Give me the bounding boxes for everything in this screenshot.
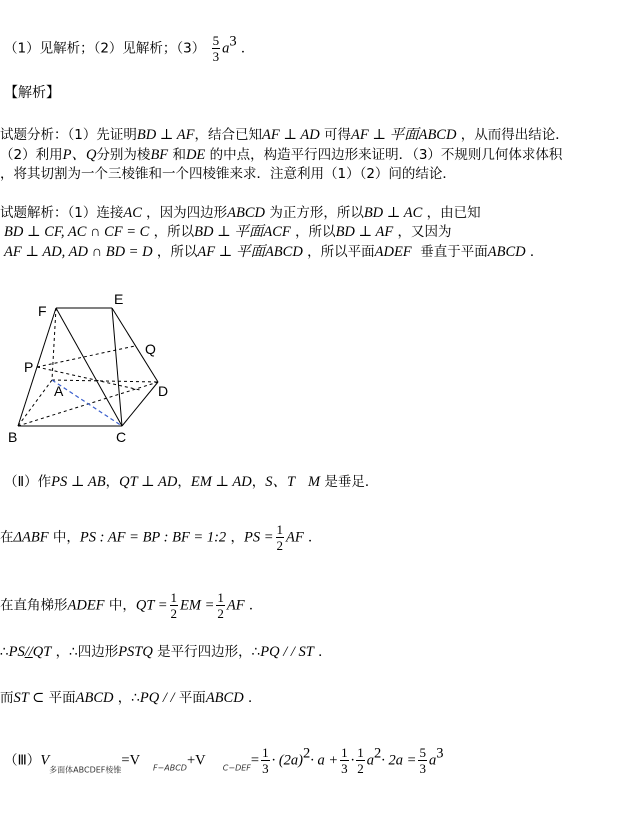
analysis-line-1: 试题分析：（1）先证明BD ⊥ AF，结合已知AF ⊥ AD 可得AF ⊥ 平面ABCD ，从而得出结论． xyxy=(0,127,569,143)
parallel-equal-symbol: // xyxy=(24,644,33,660)
answer-text: （1）见解析；（2）见解析；（3） xyxy=(4,40,206,57)
analysis-line-3: ，将其切割为一个三棱锥和一个四棱锥来求．注意利用（1）（2）问的结论． xyxy=(0,166,456,182)
solution-line-1: 试题解析：（1）连接AC ，因为四边形ABCD 为正方形，所以BD ⊥ AC ，由已知 xyxy=(0,205,481,221)
label-F: F xyxy=(38,303,47,319)
label-Q: Q xyxy=(145,341,156,357)
label-P: P xyxy=(24,359,34,375)
fraction: $\frac{1}{3}$ xyxy=(262,745,269,776)
part2-line-5: 而ST ⊂ 平面ABCD ，∴PQ / / 平面ABCD ． xyxy=(0,690,262,706)
fraction: $\frac{5}{3}$ xyxy=(419,745,426,776)
fraction: $\frac{1}{3}$ xyxy=(341,745,348,776)
section-heading: 【解析】 xyxy=(4,85,60,101)
solution-line-2: BD ⊥ CF, AC ∩ CF = C ，所以BD ⊥ 平面ACF ，所以BD ⊥ AF ，又因为 xyxy=(4,224,452,240)
part2-line-3: 在直角梯形ADEF 中，QT = $\frac{1}{2}$ EM = $\frac{1}{2}$ AF ． xyxy=(0,590,263,621)
label-D: D xyxy=(158,383,169,399)
part2-line-4: ∴PS//QT ，∴四边形PSTQ 是平行四边形，∴PQ / / ST ． xyxy=(0,644,332,660)
polyhedron-figure xyxy=(0,290,180,450)
fraction: $\frac{1}{2}$ xyxy=(357,745,364,776)
label-A: A xyxy=(54,383,64,399)
analysis-line-2: （2）利用P、Q分别为棱BF 和DE 的中点，构造平行四边形来证明．（3）不规则几何体求体积 xyxy=(0,147,563,163)
fraction: $\frac{1}{2}$ xyxy=(170,590,178,621)
fraction: $\frac{1}{2}$ xyxy=(276,522,284,553)
fraction: $\frac{1}{2}$ xyxy=(217,590,224,621)
label-B: B xyxy=(8,429,18,445)
part2-line-1: （Ⅱ）作PS ⊥ AB，QT ⊥ AD，EM ⊥ AD，S、T M 是垂足． xyxy=(4,474,379,490)
label-E: E xyxy=(114,291,124,307)
answer-line: （1）见解析；（2）见解析；（3） $\frac{5}{3}$ $a^3$ ． xyxy=(4,33,255,64)
answer-fraction: $\frac{5}{3}$ xyxy=(212,33,220,64)
part2-line-2: 在ΔABF 中，PS : AF = BP : BF = 1:2 ，PS = $\frac{1}{2}$ AF ． xyxy=(0,522,322,553)
solution-line-3: AF ⊥ AD, AD ∩ BD = D ，所以AF ⊥ 平面ABCD ，所以平面ADEF 垂直于平面ABCD ． xyxy=(4,244,544,260)
label-C: C xyxy=(116,429,127,445)
part3-line: $(Ⅲ)V_{多面体ABCDEF棱锥}=V$ $_{F-ABCD}$+V $_{C-DEF}$= $\frac{1}{3}$ · $(2a)^2\cdot a$ + $\frac{1}{3}$ · $\frac{1}{2}$ $a^2\cdot 2a$ = $\frac{5}{3}$ $a^3$ xyxy=(4,745,444,776)
